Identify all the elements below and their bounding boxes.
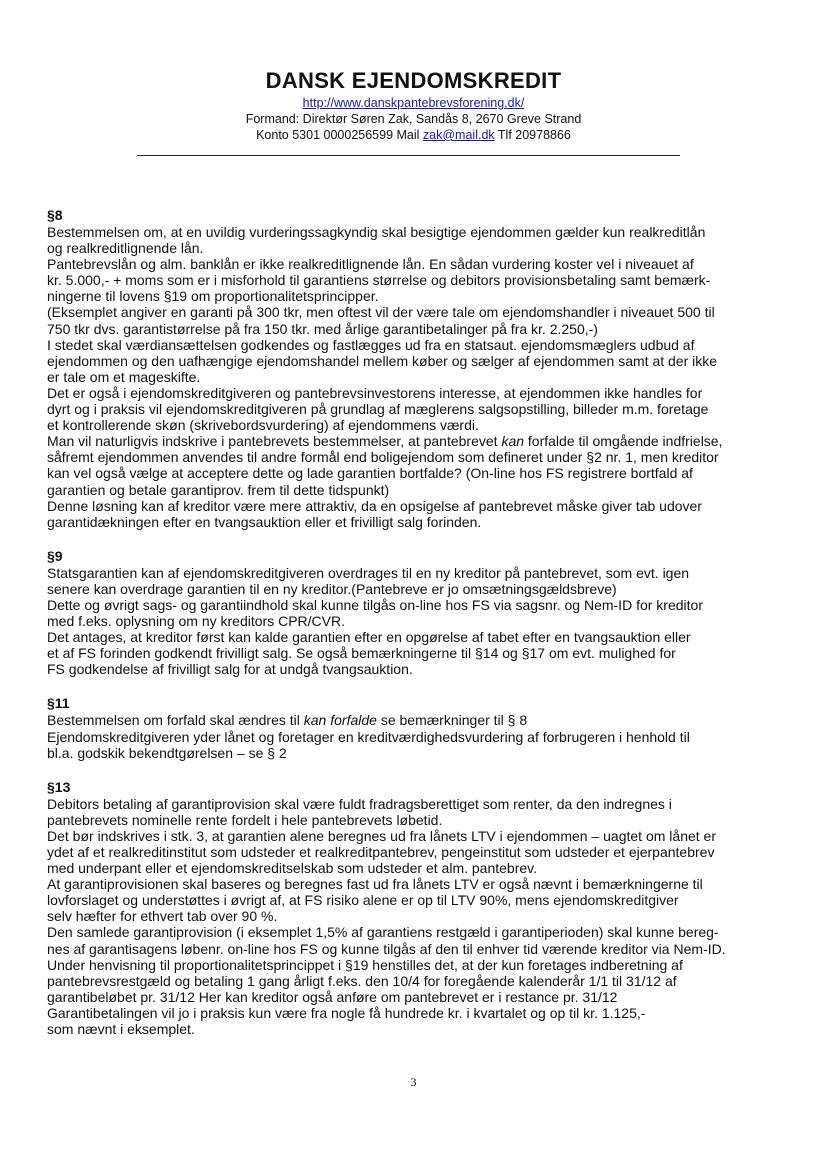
section-8 — [47, 207, 767, 530]
section-heading: §8 — [47, 207, 63, 223]
paragraph: Den samlede garantiprovision (i eksemplet 1,5% af garantiens restgæld i garantiperioden) skal kunne bereg- nes af garantisagens løbenr. on-line hos FS og kunne tilgås af den til enhver tid værende kreditor via Nem-ID. — [47, 924, 726, 957]
contact-line — [0, 127, 827, 143]
paragraph: Denne løsning kan af kreditor være mere attraktiv, da en opsigelse af pantebrevet måske giver tab udover garantidækningen efter en tvangsauktion eller et frivilligt salg forinden. — [47, 497, 702, 530]
organization-name: DANSK EJENDOMSKREDIT — [265, 68, 562, 93]
header-divider — [137, 155, 680, 156]
document-body — [47, 207, 767, 1055]
paragraph: Dette og øvrigt sags- og garantiindhold skal kunne tilgås on-line hos FS via sagsnr. og Nem-ID for kreditor med f.eks. oplysning om ny kreditors CPR/CVR. — [47, 596, 703, 630]
section-13 — [47, 779, 767, 1037]
section-heading: §9 — [47, 547, 63, 564]
paragraph: Under henvisning til proportionalitetsprincippet i §19 henstilles det, at der kun foretages indberetning af pantebrevsrestgæld og betaling 1 gang årligt f.eks. den 10/4 for foregående kalenderår 1/1 til 31/12 af garantibeløbet pr. 31/12 Her kan kreditor også anføre om pantebrevet er i restance pr. 31/12 — [47, 956, 683, 1005]
section-11 — [47, 695, 767, 760]
section-heading: §11 — [47, 695, 70, 712]
text-run: Bestemmelsen om forfald skal ændres til — [47, 712, 304, 729]
website-link[interactable]: http://www.danskpantebrevsforening.dk/ — [302, 96, 525, 110]
paragraph: Statsgarantien kan af ejendomskreditgiveren overdrages til en ny kreditor på pantebrevet, som evt. igen senere kan overdrage garantien til en ny kreditor.(Pantebreve er jo omsætningsgældsbreve) — [47, 564, 690, 597]
paragraph: Det antages, at kreditor først kan kalde garantien efter en opgørelse af tabet efter en tvangsauktion eller et af FS forinden godkendt frivilligt salg. Se også bemærkningerne til §14 og §17 om evt. mulighed for FS godkendelse af frivilligt salg for at undgå tvangsauktion. — [47, 629, 691, 678]
italic-term: kan forfalde — [303, 712, 377, 729]
paragraph — [47, 433, 767, 497]
italic-term: kan — [501, 433, 525, 450]
paragraph: Debitors betaling af garantiprovision skal være fuldt fradragsberettiget som renter, da den indregnes i pantebrevets nominelle rente fordelt i hele pantebrevets løbetid. — [47, 795, 672, 828]
text-run: forfalde til omgående indfrielse, såfremt ejendommen anvendes til andre formål end boligejendom som defineret under §2 nr. 1, men kreditor kan vel også vælge at acceptere dette og lade garantien bortfalde? (On-line hos FS registrere bortfald af garantien og betale garantiprov. frem til dette tidspunkt) — [47, 433, 723, 498]
paragraph: Garantibetalingen vil jo i praksis kun være fra nogle få hundrede kr. i kvartalet og op til kr. 1.125,- som nævnt i eksemplet. — [47, 1004, 646, 1038]
email-link[interactable]: zak@mail.dk — [422, 128, 495, 142]
paragraph: I stedet skal værdiansættelsen godkendes og fastlægges ud fra en statsaut. ejendomsmæglers udbud af ejendommen og den uafhængige ejendomshandel mellem køber og sælger af ejendommen samt at der ikke er tale om et mageskifte. — [47, 336, 718, 385]
phone-text: Tlf 20978866 — [494, 128, 571, 142]
paragraph — [47, 712, 767, 728]
text-run: Man vil naturligvis indskrive i pantebrevets bestemmelser, at pantebrevet — [47, 433, 502, 450]
letterhead — [0, 67, 827, 143]
section-9 — [47, 548, 767, 678]
paragraph: Det bør indskrives i stk. 3, at garantien alene beregnes ud fra lånets LTV i ejendommen – uagtet om lånet er ydet af et realkreditinstitut som udsteder et realkreditpantebrev, pengeinstitut som udsteder et ejerpantebrev med underpant eller et ejendomskreditselskab som udsteder et alm. pantebrev. — [47, 827, 716, 877]
page-number: 3 — [410, 1075, 417, 1089]
url-line — [0, 95, 827, 111]
paragraph: Pantebrevslån og alm. banklån er ikke realkreditlignende lån. En sådan vurdering koster vel i niveauet af kr. 5.000,- + moms som er i misforhold til garantiens størrelse og debitors provisionsbetaling samt bemærk- ningerne til lovens §19 om proportionalitetsprincipper. — [47, 256, 711, 305]
paragraph: At garantiprovisionen skal baseres og beregnes fast ud fra lånets LTV er også nævnt i bemærkningerne til lovforslaget og understøttes i øvrigt af, at FS risiko alene er op til LTV 90%, mens ejendomskreditgiver selv hæfter for ethvert tab over 90 %. — [47, 876, 703, 925]
section-heading: §13 — [47, 778, 71, 795]
paragraph: Ejendomskreditgiveren yder lånet og foretager en kreditværdighedsvurdering af forbrugeren i henhold til bl.a. godskik bekendtgørelsen – se § 2 — [47, 728, 690, 761]
chairman-line: Formand: Direktør Søren Zak, Sandås 8, 2670 Greve Strand — [245, 112, 582, 126]
account-text: Konto 5301 0000256599 Mail — [256, 128, 423, 142]
text-run: se bemærkninger til § 8 — [376, 712, 528, 729]
paragraph: Bestemmelsen om, at en uvildig vurderingssagkyndig skal besigtige ejendommen gælder kun realkreditlån og realkreditlignende lån. — [47, 224, 706, 257]
paragraph: Det er også i ejendomskreditgiveren og pantebrevsinvestorens interesse, at ejendommen ikke handles for dyrt og i praksis vil ejendomskreditgiveren på grundlag af mæglerens salgsopstilling, billeder m.m. foretage et kontrollerende skøn (skrivebordsvurdering) af ejendommens værdi. — [47, 384, 709, 434]
paragraph: (Eksemplet angiver en garanti på 300 tkr, men oftest vil der være tale om ejendomshandler i niveauet 500 til 750 tkr dvs. garantistørrelse på fra 150 tkr. med årlige garantibetalinger på fra kr. 2.250,-) — [47, 304, 715, 337]
